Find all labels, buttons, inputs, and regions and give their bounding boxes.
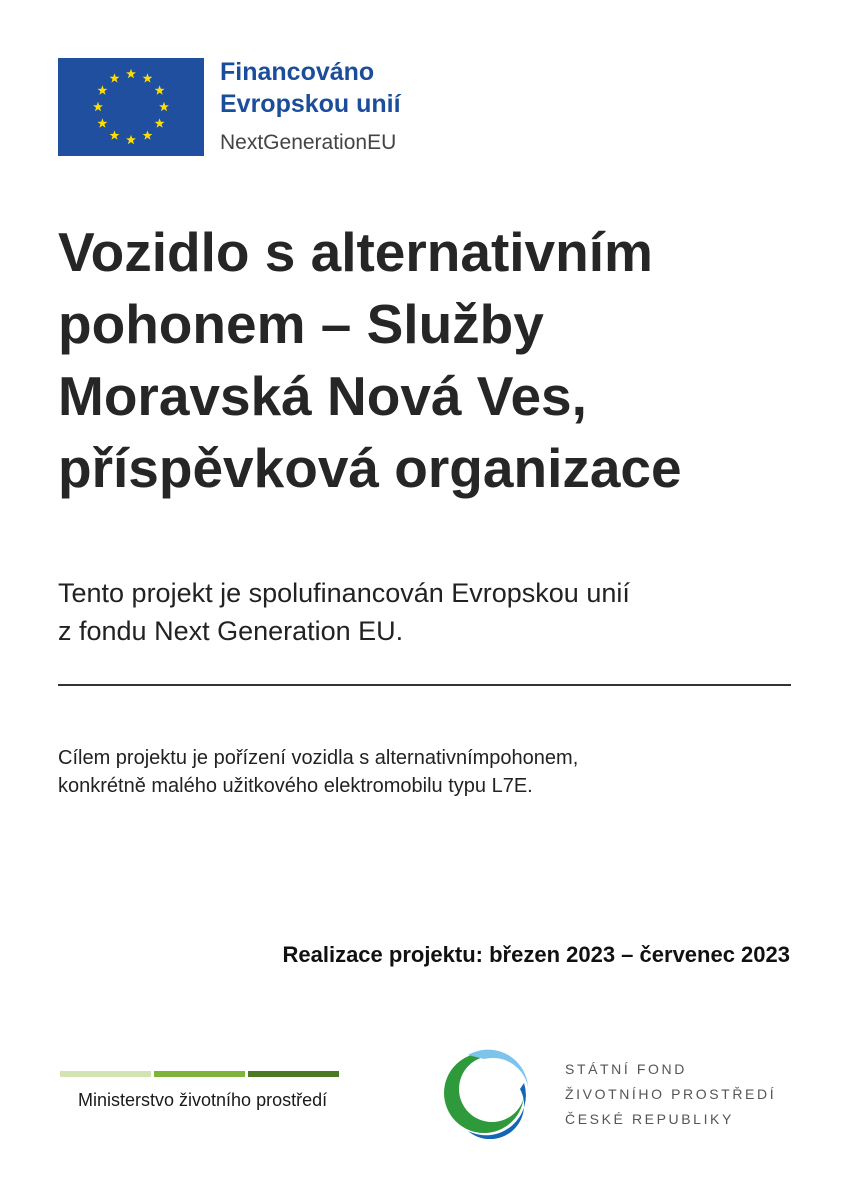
mzp-bar-dark bbox=[248, 1071, 339, 1077]
eu-funded-line1: Financováno bbox=[220, 58, 375, 86]
sfzp-logo-icon bbox=[438, 1043, 534, 1139]
project-title-line: příspěvková organizace bbox=[58, 437, 682, 499]
eu-nextgeneration-label: NextGenerationEU bbox=[220, 131, 397, 154]
cofinancing-statement bbox=[58, 574, 818, 650]
divider-line bbox=[58, 684, 791, 686]
project-description bbox=[58, 744, 798, 800]
eu-flag-logo bbox=[58, 58, 204, 156]
sfzp-line: STÁTNÍ FOND bbox=[565, 1061, 687, 1077]
cofinancing-line: z fondu Next Generation EU. bbox=[58, 616, 404, 646]
project-title-line: Moravská Nová Ves, bbox=[58, 365, 587, 427]
mzp-logo-name: Ministerstvo životního prostředí bbox=[78, 1090, 328, 1110]
project-title bbox=[58, 216, 818, 504]
project-title-line: Vozidlo s alternativním bbox=[58, 221, 653, 283]
realization-period: Realizace projektu: březen 2023 – červenec 2023 bbox=[282, 942, 790, 967]
description-line: Cílem projektu je pořízení vozidla s alternativnímpohonem, bbox=[58, 747, 579, 769]
sfzp-logo-center bbox=[469, 1068, 519, 1118]
mzp-bar-mid bbox=[154, 1071, 245, 1077]
sfzp-line: ČESKÉ REPUBLIKY bbox=[565, 1111, 734, 1127]
mzp-bar-light bbox=[60, 1071, 151, 1077]
sfzp-logo-text bbox=[565, 1057, 776, 1132]
project-title-line: pohonem – Služby bbox=[58, 293, 544, 355]
cofinancing-line: Tento projekt je spolufinancován Evropskou unií bbox=[58, 578, 630, 608]
eu-funded-line2: Evropskou unií bbox=[220, 90, 401, 118]
mzp-logo-bars bbox=[60, 1071, 339, 1077]
sfzp-line: ŽIVOTNÍHO PROSTŘEDÍ bbox=[565, 1086, 777, 1102]
description-line: konkrétně malého užitkového elektromobilu typu L7E. bbox=[58, 775, 533, 797]
eu-funding-text bbox=[220, 56, 401, 158]
